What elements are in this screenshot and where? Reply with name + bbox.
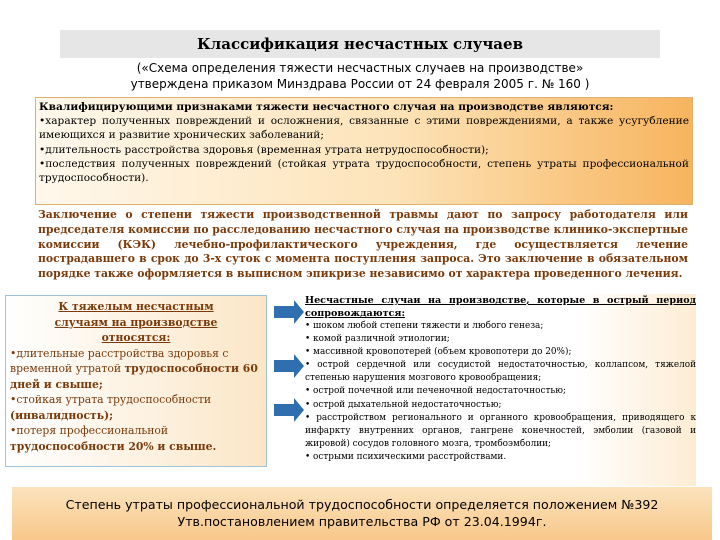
acute-item: • шоком любой степени тяжести и любого генеза; [305,321,544,331]
acute-cases-box [305,294,696,486]
severe-item [10,423,262,454]
subtitle [60,60,660,92]
arrow-right-icon [274,300,304,324]
severe-item-bold: трудоспособности 60 дней и свыше; [10,362,258,391]
subtitle-line-2: утверждена приказом Минздрава России от 24 февраля 2005 г. № 160 ) [130,77,590,91]
severe-item-bold: трудоспособности 20% и свыше. [10,439,217,453]
acute-cases-heading: Несчастные случаи на производстве, которые в острый период сопровождаются: [305,295,696,319]
criteria-item: •характер полученных повреждений и осложнения, связанные с этими повреждениями, а также усугубление имеющихся и развитие хронических заболеваний; [39,115,689,142]
criteria-heading: Квалифицирующими признаками тяжести несчастного случая на производстве являются: [39,101,614,113]
acute-item: • расстройством регионального и органного кровообращения, приводящего к инфаркту внутренних органов, гангрене конечностей, эмболии (газовой и жировой) сосудов головного мозга, тромбоэмболии; [305,412,696,449]
criteria-box [35,97,693,205]
page-title: Классификация несчастных случаев [60,30,660,58]
severe-item-text: •длительные расстройства здоровья с временной утратой [10,346,229,375]
criteria-item: •длительность расстройства здоровья (временная утрата нетрудоспособности); [39,143,489,156]
severe-item-text: •потеря профессиональной [10,424,169,437]
severe-item-bold: (инвалидность); [10,408,114,422]
acute-item: • комой различной этиологии; [305,334,450,345]
acute-item: • острой почечной или печеночной недостаточностью; [305,386,566,397]
arrow-right-icon [274,398,304,422]
footer-line-1: Степень утраты профессиональной трудоспособности определяется положением №392 [65,497,659,512]
acute-item: • острой дыхательной недостаточностью; [305,399,502,410]
acute-item: • острыми психическими расстройствами. [305,451,507,462]
severe-item-text: •стойкая утрата трудоспособности [10,393,212,406]
subtitle-line-1: («Схема определения тяжести несчастных случаев на производстве» [136,61,584,75]
footer-line-2: Утв.постановлением правительства РФ от 23.04.1994г. [177,514,547,529]
severe-cases-heading: К тяжелым несчастным случаям на производстве относятся: [54,300,218,344]
arrow-right-icon [274,354,304,378]
criteria-item: •последствия полученных повреждений (стойкая утрата трудоспособности, степень утраты профессиональной трудоспособности). [39,157,689,185]
conclusion-text: Заключение о степени тяжести производственной травмы дают по запросу работодателя или председателя комиссии по расследованию несчастного случая на производстве клинико-экспертные комиссии (КЭК) лечебно-профилактического учреждения, где осуществляется лечение пострадавшего в срок до 3-х суток с момента поступления запроса. Это заключение в обязательном порядке также оформляется в выписном эпикризе независимо от характера проведенного лечения. [38,208,688,281]
severe-item [10,346,262,393]
footer-note [12,487,712,540]
acute-item: • острой сердечной или сосудистой недостаточностью, коллапсом, тяжелой степенью нарушения мозгового кровообращения; [305,360,696,384]
severe-cases-box [5,295,267,467]
connector-arrows [270,300,306,490]
acute-item: • массивной кровопотерей (объем кровопотери до 20%); [305,347,572,358]
severe-item [10,392,262,423]
